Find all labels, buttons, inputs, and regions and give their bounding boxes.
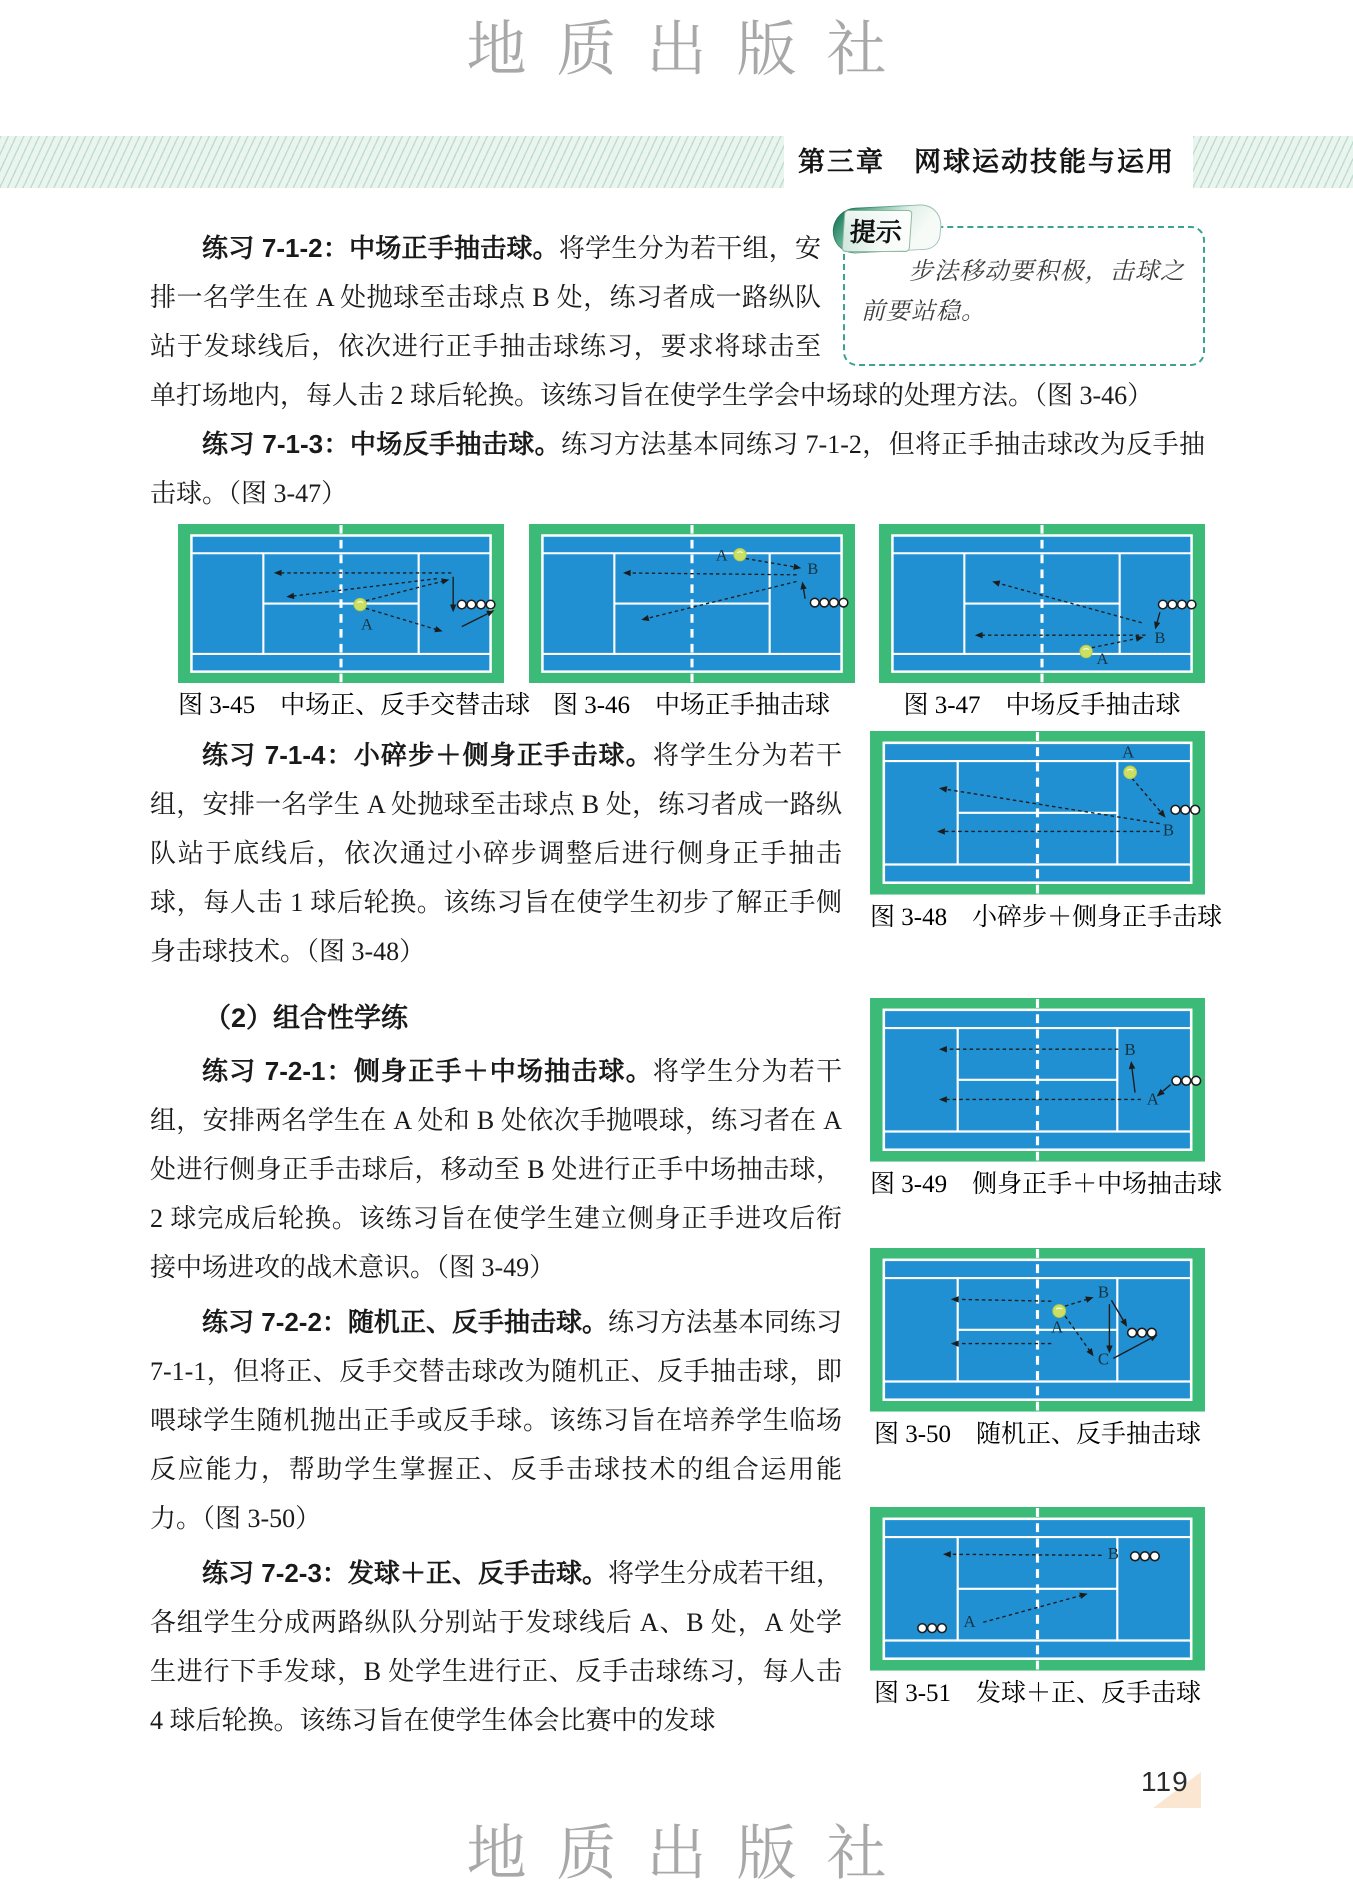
court-diagram-3-48 xyxy=(870,731,1205,895)
court-label-C: C xyxy=(1097,1349,1110,1369)
court-label-A: A xyxy=(1051,1317,1064,1337)
exercise-7-1-2-lead: 练习 7-1-2：中场正手抽击球。 xyxy=(202,233,559,263)
row-7-2-3-text xyxy=(150,1549,842,1745)
row-7-1-4-text xyxy=(150,731,842,976)
figure-caption-3-48: 图 3-48 小碎步＋侧身正手击球 xyxy=(870,903,1223,931)
figure-3-45 xyxy=(178,524,531,721)
row-7-2-3 xyxy=(150,1544,1205,1745)
court-label-B: B xyxy=(1124,1040,1136,1060)
court-label-A: A xyxy=(361,614,373,634)
figure-row-45-46-47 xyxy=(150,524,1205,721)
exercise-7-2-2-lead: 练习 7-2-2：随机正、反手抽击球。 xyxy=(202,1307,608,1338)
exercise-7-1-4-lead: 练习 7-1-4：小碎步＋侧身正手击球。 xyxy=(202,740,653,771)
row-7-2-1-text xyxy=(150,984,842,1292)
court-label-B: B xyxy=(1097,1282,1110,1302)
court-label-B: B xyxy=(1162,820,1175,840)
tip-text: 步法移动要积极，击球之前要站稳。 xyxy=(861,259,1185,325)
page-content xyxy=(150,217,1223,1745)
header-hatch-left xyxy=(0,136,784,188)
exercise-7-2-1-paragraph xyxy=(150,1047,842,1292)
exercise-7-1-4-paragraph xyxy=(150,731,842,976)
row-7-1-4 xyxy=(150,731,1223,976)
court-diagram-3-47 xyxy=(879,524,1205,683)
figure-caption-3-51: 图 3-51 发球＋正、反手击球 xyxy=(873,1679,1202,1707)
court-label-B: B xyxy=(806,558,818,578)
figure-3-47 xyxy=(879,524,1205,721)
chapter-header-band xyxy=(0,136,1353,188)
figure-caption-3-47: 图 3-47 中场反手抽击球 xyxy=(903,692,1181,720)
figure-3-46 xyxy=(529,524,855,721)
tip-badge-label: 提示 xyxy=(842,210,913,252)
court-label-B: B xyxy=(1107,1544,1119,1564)
exercise-7-2-3-lead: 练习 7-2-3：发球＋正、反手击球。 xyxy=(202,1558,608,1589)
court-diagram-3-51 xyxy=(870,1507,1205,1671)
court-diagram-3-49 xyxy=(870,998,1205,1162)
page-number-value: 119 xyxy=(1141,1766,1189,1797)
exercise-7-1-3-paragraph xyxy=(150,420,1205,518)
exercise-7-2-2-body: 练习方法基本同练习 7-1-1，但将正、反手交替击球改为随机正、反手抽击球，即喂球学生随机抛出正手或反手球。该练习旨在培养学生临场反应能力，帮助学生掌握正、反手击球技术的组合运用能力。（图 3-50） xyxy=(150,1308,842,1534)
row-7-2-1 xyxy=(150,984,1223,1292)
exercise-7-2-3-paragraph xyxy=(150,1549,842,1745)
exercise-7-1-4-body: 将学生分为若干组，安排一名学生 A 处抛球至击球点 B 处，练习者成一路纵队站于底线后，依次通过小碎步调整后进行侧身正手抽击球，每人击 1 球后轮换。该练习旨在使学生初步了解正手侧身击球技术。（图 3-48） xyxy=(150,741,842,967)
court-diagram-3-46 xyxy=(529,524,855,683)
exercise-7-1-2-body: 将学生分为若干组，安排一名学生在 A 处抛球至击球点 B 处，练习者成一路纵队站于发球线后，依次进行正手抽击球练习，要求将球击至单打场地内，每人击 2 球后轮换。该练习旨在使学生学会中场球的处理方法。（图 3-46） xyxy=(150,234,1154,410)
court-label-A: A xyxy=(1096,648,1109,668)
publisher-watermark-bottom: 地质出版社 xyxy=(466,1821,917,1885)
publisher-watermark-top: 地质出版社 xyxy=(466,17,917,83)
figure-3-49 xyxy=(870,998,1223,1200)
figure-3-51 xyxy=(870,1507,1205,1709)
page-number xyxy=(1141,1764,1201,1808)
court-label-A: A xyxy=(715,545,728,565)
figure-caption-3-45: 图 3-45 中场正、反手交替击球 xyxy=(178,692,531,720)
court-label-A: A xyxy=(963,1612,976,1632)
exercise-7-2-2-paragraph xyxy=(150,1298,842,1543)
court-label-B: B xyxy=(1154,627,1166,647)
court-diagram-3-50 xyxy=(870,1248,1205,1412)
tip-badge xyxy=(833,206,941,252)
section-heading-2: （2）组合性学练 xyxy=(204,1003,409,1034)
figure-3-50 xyxy=(870,1248,1205,1450)
header-hatch-right xyxy=(1193,136,1353,188)
figure-caption-3-50: 图 3-50 随机正、反手抽击球 xyxy=(873,1420,1202,1448)
exercise-7-2-1-body: 将学生分为若干组，安排两名学生在 A 处和 B 处依次手抛喂球，练习者在 A 处进行侧身正手击球后，移动至 B 处进行正手中场抽击球，2 球完成后轮换。该练习旨在使学生建立侧身正手进攻后衔接中场进攻的战术意识。（图 3-49） xyxy=(150,1057,842,1283)
figure-3-48 xyxy=(870,731,1223,933)
chapter-title: 第三章 网球运动技能与运用 xyxy=(784,136,1193,188)
row-7-2-2-text xyxy=(150,1298,842,1543)
exercise-7-2-3-body: 将学生分成若干组，各组学生分成两路纵队分别站于发球线后 A、B 处，A 处学生进行下手发球，B 处学生进行正、反手击球练习，每人击 4 球后轮换。该练习旨在使学生体会比赛中的发球 xyxy=(150,1559,842,1736)
court-label-A: A xyxy=(1146,1089,1159,1109)
exercise-7-1-3-lead: 练习 7-1-3：中场反手抽击球。 xyxy=(202,429,562,459)
figure-caption-3-49: 图 3-49 侧身正手＋中场抽击球 xyxy=(870,1170,1223,1198)
figure-caption-3-46: 图 3-46 中场正手抽击球 xyxy=(552,692,831,720)
court-label-A: A xyxy=(1122,742,1135,762)
exercise-7-1-3-body: 练习方法基本同练习 7-1-2，但将正手抽击球改为反手抽击球。（图 3-47） xyxy=(150,430,1205,508)
court-diagram-3-45 xyxy=(178,524,504,683)
exercise-7-2-1-lead: 练习 7-2-1：侧身正手＋中场抽击球。 xyxy=(202,1056,653,1087)
tip-box xyxy=(843,217,1205,366)
